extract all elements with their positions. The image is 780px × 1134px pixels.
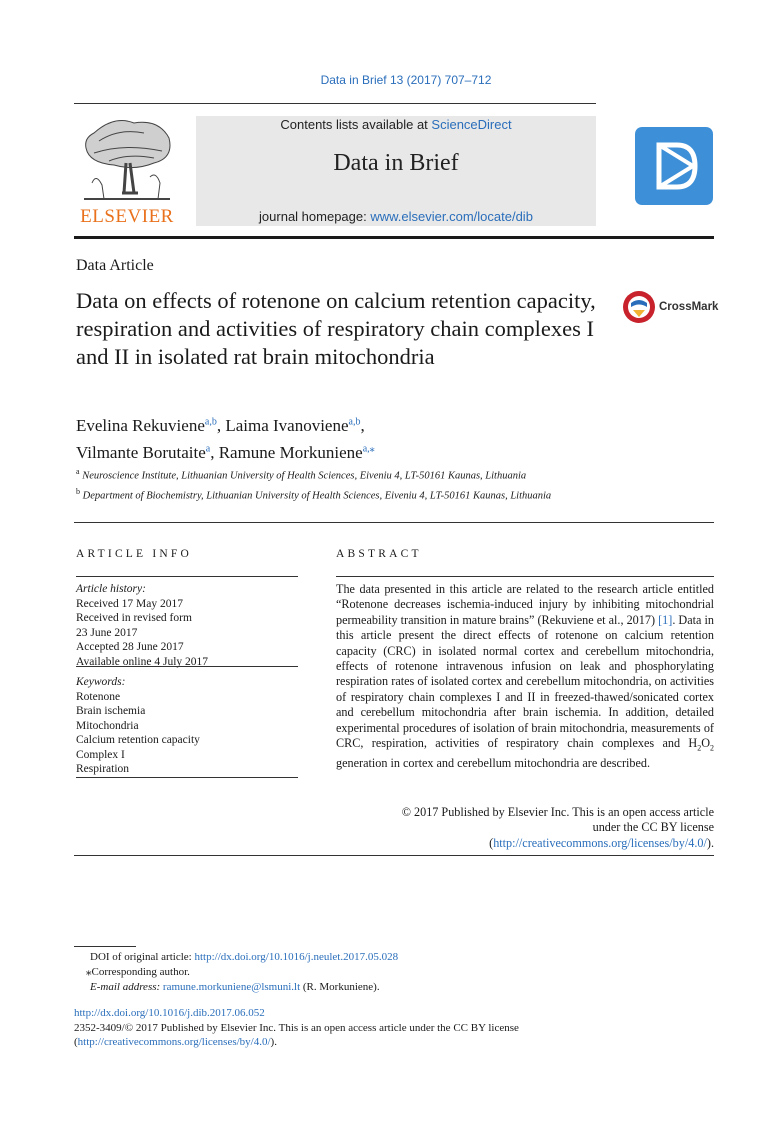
elsevier-wordmark[interactable]: ELSEVIER — [80, 206, 174, 227]
data-in-brief-logo-icon[interactable] — [635, 127, 713, 205]
journal-citation[interactable]: Data in Brief 13 (2017) 707–712 — [320, 73, 492, 87]
affiliation-b: $^b$ Department of Biochemistry, Lithuanian University of Health Sciences, Eiveniu 4, LT-50161 Kaunas, Lithuania — [76, 486, 552, 501]
article-doi-link[interactable]: http://dx.doi.org/10.1016/j.dib.2017.06.052 — [74, 1007, 265, 1019]
affiliation-a: $^a$ Neuroscience Institute, Lithuanian University of Health Sciences, Eiveniu 4, LT-50161 Kaunas, Lithuania — [76, 467, 527, 482]
article-title: Data on effects of rotenone on calcium retention capacity, respiration and activities of respiratory chain complexes I and II in isolated rat brain mitochondria — [76, 288, 596, 369]
journal-title[interactable]: Data in Brief — [333, 150, 459, 176]
crossmark-label: CrossMark — [659, 301, 719, 313]
footnotes — [74, 950, 694, 995]
crossmark-icon — [621, 289, 657, 325]
keyword-item: Calcium retention capacity — [76, 734, 200, 746]
footer-identifiers: http://dx.doi.org/10.1016/j.dib.2017.06.052 2352-3409/© 2017 Published by Elsevier Inc. This is an open access article under the CC BY license (http://creativecommons.org/licenses/by/4.0/). — [74, 1006, 714, 1050]
section-rule — [74, 522, 714, 523]
corresponding-note: ⁎Corresponding author. — [86, 966, 190, 978]
reference-link[interactable]: [1] — [658, 612, 673, 627]
article-info-rule — [76, 576, 298, 577]
contents-line — [196, 117, 596, 132]
affiliations — [76, 464, 596, 503]
author-2[interactable]: Laima Ivanoviene$^{a,b}$, — [225, 415, 365, 435]
keyword-item: Respiration — [76, 763, 130, 775]
crossmark-badge[interactable] — [621, 289, 721, 325]
author-3[interactable]: Vilmante Borutaite$^a$, — [76, 443, 219, 463]
author-1[interactable]: Evelina Rekuviene$^{a,b}$, — [76, 415, 226, 435]
article-info-heading: ARTICLE INFO — [76, 548, 192, 560]
abstract-rule — [336, 576, 714, 577]
abstract-heading: ABSTRACT — [336, 548, 422, 560]
sciencedirect-link[interactable]: ScienceDirect — [431, 117, 512, 132]
footnote-rule — [74, 946, 136, 947]
original-doi-link[interactable]: http://dx.doi.org/10.1016/j.neulet.2017.05.028 — [194, 951, 399, 963]
homepage-line — [196, 209, 596, 224]
keywords — [76, 675, 298, 777]
license-link[interactable]: http://creativecommons.org/licenses/by/4.0/ — [493, 835, 707, 850]
history-item: Available online 4 July 2017 — [76, 655, 209, 668]
history-rule — [76, 666, 298, 667]
history-item: Received 17 May 2017 — [76, 597, 183, 610]
keyword-item: Brain ischemia — [76, 705, 146, 717]
author-list — [76, 410, 636, 465]
history-item: 23 June 2017 — [76, 626, 138, 639]
original-doi-note: DOI of original article: http://dx.doi.org/10.1016/j.neulet.2017.05.028 — [90, 951, 399, 963]
homepage-link[interactable]: www.elsevier.com/locate/dib — [370, 209, 533, 224]
copyright-notice: © 2017 Published by Elsevier Inc. This is an open access article under the CC BY license (http://creativecommons.org/licenses/by/4.0/). — [401, 805, 714, 850]
history-item: Received in revised form — [76, 612, 192, 624]
email-note: E-mail address: ramune.morkuniene@lsmuni.lt (R. Morkuniene). — [90, 981, 380, 993]
keywords-label: Keywords: — [76, 676, 126, 688]
history-item: Accepted 28 June 2017 — [76, 641, 184, 653]
footer-license-link[interactable]: http://creativecommons.org/licenses/by/4.0/ — [77, 1036, 271, 1048]
keyword-item: Mitochondria — [76, 719, 139, 732]
header-thick-rule — [74, 236, 714, 239]
keywords-rule — [76, 777, 298, 778]
article-type: Data Article — [76, 257, 154, 274]
history-label: Article history: — [76, 583, 146, 595]
header-rule — [74, 103, 596, 104]
email-link[interactable]: ramune.morkuniene@lsmuni.lt — [162, 981, 301, 993]
abstract-body: The data presented in this article are related to the research article entitled “Rotenone decreases ischemia-induced injury by inhibiting mitochondrial permeability transition in mature brains” (Rekuviene et al., 2017) [1]. Data in this article present the direct effects of rotenone on calcium retention capacity (CRC) in isolated normal cortex and cerebellum mitochondria, effects of rotenone intravenous infusion on leak and phosphorylating respiration rates of isolated cortex and cerebellum mitochondria, on activities of respiratory chain complexes I and II in freezed-thawed/sonicated cortex and cerebellum mitochondria after brain ischemia. In addition, detailed experimental procedures of isolation of brain mitochondria, measurements of CRC, respiration, activities of respiratory chain complexes and $H_2O_2$ generation in cortex and cerebellum mitochondria are described. — [336, 582, 714, 770]
keyword-item: Rotenone — [76, 690, 121, 703]
abstract-bottom-rule — [74, 855, 714, 856]
issn-line: 2352-3409/© 2017 Published by Elsevier Inc. This is an open access article under the CC BY license — [74, 1021, 519, 1034]
keyword-item: Complex I — [76, 748, 125, 761]
author-4[interactable]: Ramune Morkuniene$^{a,⁎}$ — [218, 443, 375, 463]
contents-prefix: Contents lists available at — [280, 117, 432, 132]
article-history — [76, 582, 298, 669]
homepage-prefix: journal homepage: — [259, 209, 371, 224]
